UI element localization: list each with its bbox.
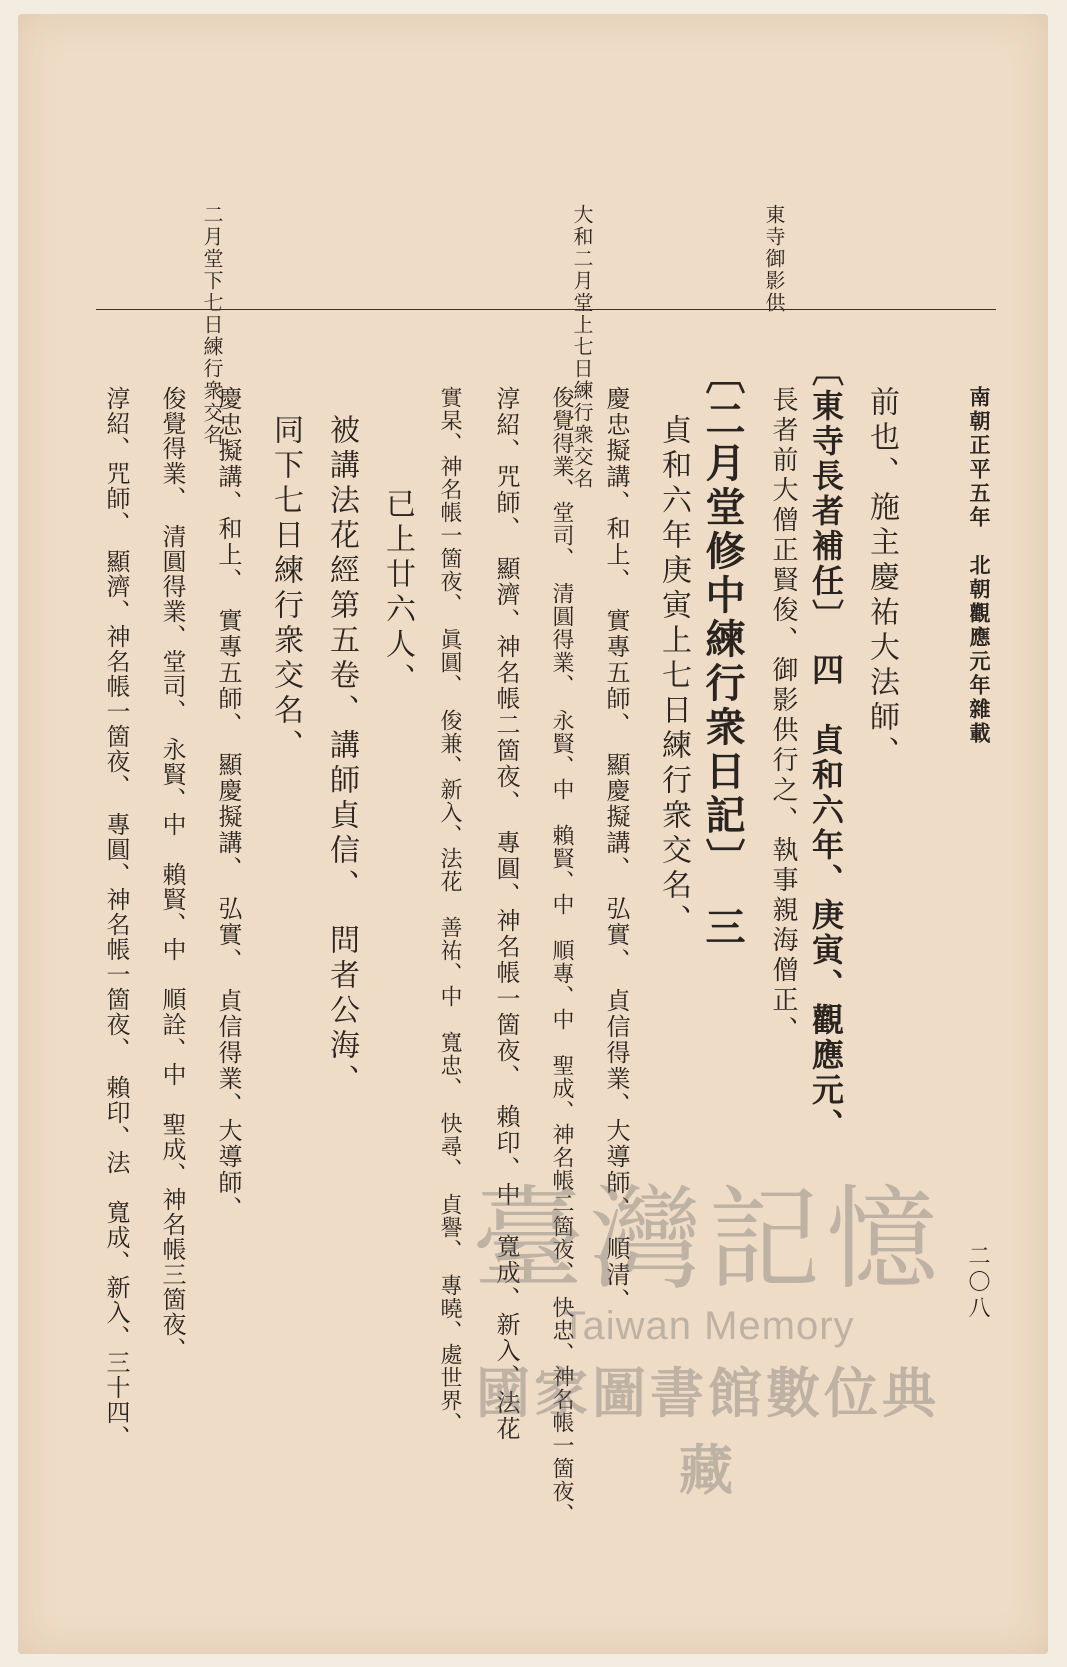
text-column-13: 慶忠擬講、和上、 實專五師、 顯慶擬講、 弘實、 貞信得業、大導師、 bbox=[214, 386, 242, 1222]
text-column-8: 淳紹、咒師、 顯濟、神名帳二箇夜、 專圓、神名帳一箇夜、 賴印、中 寬成、新入、法花 bbox=[492, 386, 520, 1442]
text-column-5: 貞和六年庚寅上七日練行衆交名、 bbox=[656, 414, 691, 939]
text-column-11: 被講法花經第五卷、講師貞信、 問者公海、 bbox=[324, 414, 359, 1099]
text-column-14: 俊覺得業、 清圓得業、堂司、 永賢、中 賴賢、中 順詮、中 聖成、神名帳三箇夜、 bbox=[158, 386, 186, 1362]
text-column-3: 長者前大僧正賢俊、御影供行之、執事親海僧正、 bbox=[768, 386, 798, 1046]
text-column-15: 淳紹、咒師、 顯濟、神名帳一箇夜、 專圓、神名帳一箇夜、 賴印、法 寬成、新入、三十四、 bbox=[102, 386, 130, 1450]
header-rule bbox=[96, 309, 996, 310]
section-title-toji-choja-bunin: 〔東寺長者補任〕 四 貞和六年、庚寅、觀應元、 bbox=[807, 354, 845, 1143]
watermark-script: 臺灣記憶 bbox=[472, 1175, 944, 1305]
page-number: 二〇八 bbox=[965, 1244, 990, 1322]
margin-note-upper-seven-days: 大和二月堂上七日練行衆交名 bbox=[570, 204, 594, 490]
text-column-10: 已上廿六人、 bbox=[380, 488, 415, 698]
text-column-12: 同下七日練行衆交名、 bbox=[268, 414, 303, 764]
watermark-english: Taiwan Memory bbox=[561, 1304, 855, 1348]
text-column-1: 前也、施主慶祐大法師、 bbox=[864, 386, 899, 771]
taiwan-memory-watermark bbox=[448, 1175, 968, 1505]
section-title-nigatsudo-diary: 〔二月堂修中練行衆日記〕 三 bbox=[699, 354, 746, 950]
watermark-library: 國家圖書館數位典藏 bbox=[476, 1362, 940, 1502]
text-column-9: 實杲、神名帳一箇夜、 眞圓、 俊兼、新入、法花 善祐、中 寬忠、 快尋、 貞譽、 專曉、處世界、 bbox=[437, 386, 462, 1435]
page-header: 南朝正平五年 北朝觀應元年雜載 bbox=[967, 386, 992, 746]
text-column-7: 俊覺得業、堂司、 清圓得業、 永賢、中 賴賢、中 順專、中 聖成、神名帳二箇夜、 快忠、神名帳一箇夜、 bbox=[549, 386, 574, 1526]
text-column-6: 慶忠擬講、和上、 實專五師、 顯慶擬講、 弘實、 貞信得業、大導師、 順清、 bbox=[602, 386, 630, 1314]
margin-note-toji-mieiku: 東寺御影供 bbox=[762, 204, 786, 314]
margin-note-lower-seven-days: 二月堂下七日練行衆交名 bbox=[200, 204, 224, 446]
document-page bbox=[18, 14, 1048, 1654]
